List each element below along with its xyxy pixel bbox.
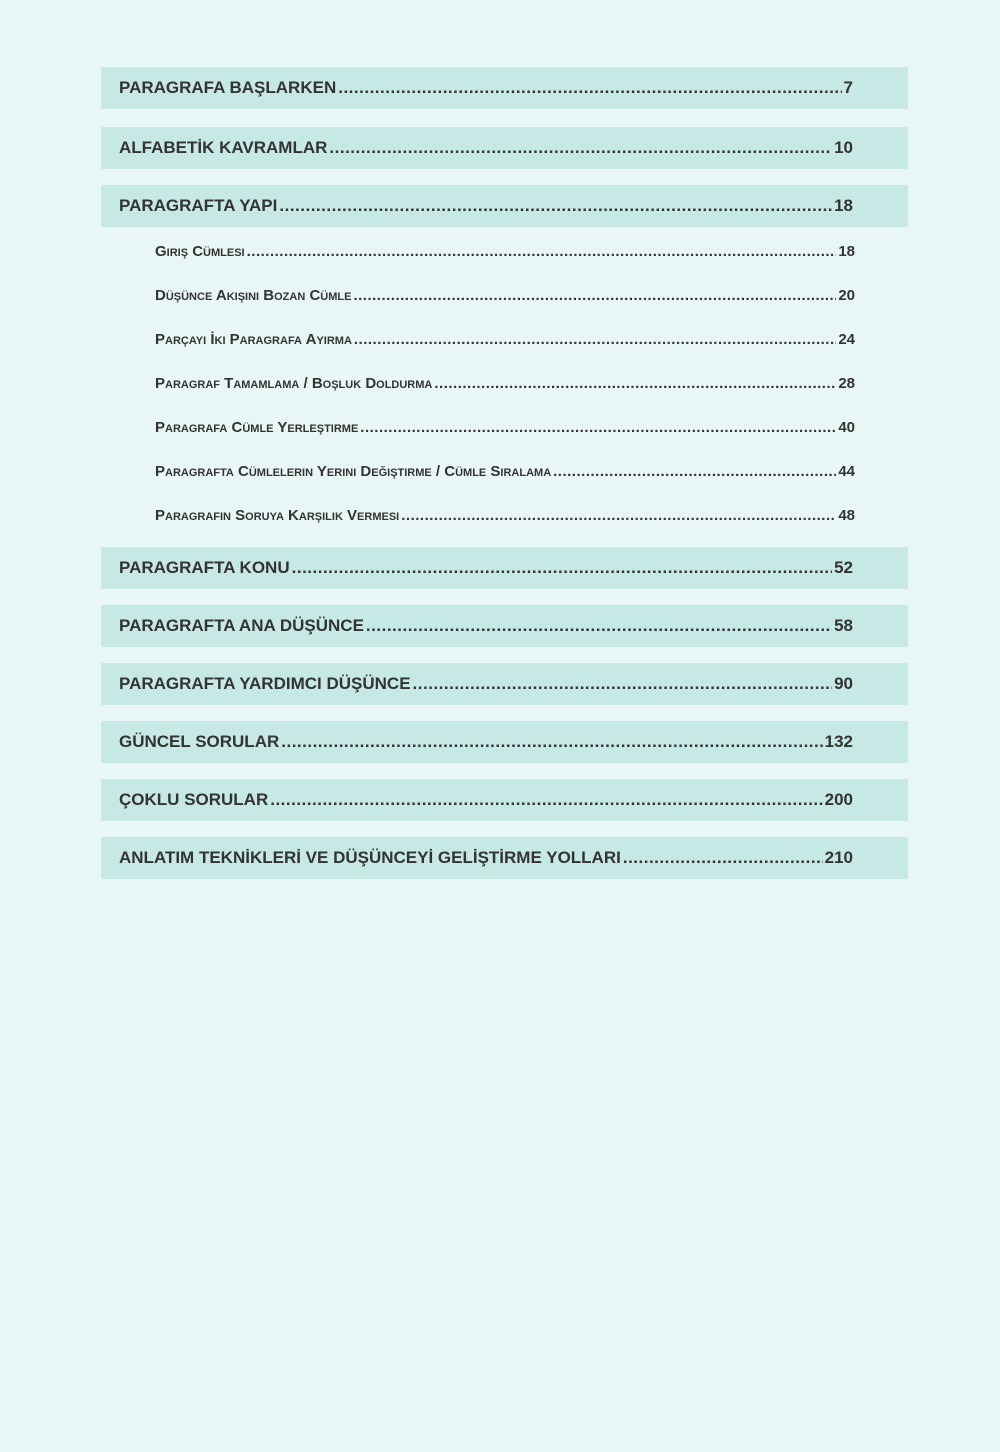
toc-page-number: 7 (843, 78, 853, 97)
toc-entry-title: PARAGRAFTA YAPI (119, 196, 278, 215)
toc-entry-title: Giriş Cümlesi (155, 242, 245, 260)
toc-dot-leader (401, 507, 836, 524)
toc-entry-paragrafta-yapi[interactable] (101, 185, 908, 227)
toc-entry-title: Paragrafta Cümlelerin Yerini Değiştirme / Cümle Sıralama (155, 462, 552, 480)
toc-entry-paragrafta-ana-dusunce[interactable] (101, 605, 908, 647)
toc-page-number: 90 (834, 674, 853, 693)
toc-entry-title: ANLATIM TEKNİKLERİ VE DÜŞÜNCEYİ GELİŞTİRME YOLLARI (119, 848, 621, 867)
toc-entry-title: PARAGRAFA BAŞLARKEN (119, 78, 337, 97)
toc-dot-leader (623, 848, 823, 868)
toc-subentry-paragrafin-soruya-karsilik-vermesi[interactable] (155, 503, 855, 527)
toc-subentry-dusunce-akisini-bozan-cumle[interactable] (155, 283, 855, 307)
toc-subentry-parcayi-iki-paragrafa-ayirma[interactable] (155, 327, 855, 351)
toc-page-number: 20 (838, 286, 855, 304)
toc-entry-alfabetik-kavramlar[interactable] (101, 127, 908, 169)
toc-page-number: 40 (838, 418, 855, 436)
toc-dot-leader (329, 138, 832, 158)
toc-entry-title: Parçayı İki Paragrafa Ayırma (155, 330, 352, 348)
toc-entry-title: PARAGRAFTA KONU (119, 558, 290, 577)
toc-entry-title: ALFABETİK KAVRAMLAR (119, 138, 328, 157)
toc-dot-leader (281, 732, 822, 752)
toc-entry-paragrafta-yardimci-dusunce[interactable] (101, 663, 908, 705)
toc-entry-title: ÇOKLU SORULAR (119, 790, 269, 809)
toc-entry-title: Paragraf Tamamlama / Boşluk Doldurma (155, 374, 433, 392)
toc-entry-title: Düşünce Akışını Bozan Cümle (155, 286, 352, 304)
toc-page-number: 58 (834, 616, 853, 635)
toc-page-number: 200 (824, 790, 853, 809)
toc-page-number: 24 (838, 330, 855, 348)
toc-entry-title: PARAGRAFTA YARDIMCI DÜŞÜNCE (119, 674, 411, 693)
toc-entry-title: PARAGRAFTA ANA DÜŞÜNCE (119, 616, 364, 635)
toc-dot-leader (247, 243, 837, 260)
toc-page-number: 18 (834, 196, 853, 215)
toc-dot-leader (338, 78, 841, 98)
toc-page-number: 44 (838, 462, 855, 480)
toc-dot-leader (354, 331, 836, 348)
toc-dot-leader (270, 790, 822, 810)
toc-page-number: 18 (838, 242, 855, 260)
toc-entry-guncel-sorular[interactable] (101, 721, 908, 763)
toc-page-number: 48 (838, 506, 855, 524)
toc-dot-leader (353, 287, 836, 304)
toc-page-number: 28 (838, 374, 855, 392)
toc-entry-coklu-sorular[interactable] (101, 779, 908, 821)
toc-entry-title: Paragrafın Soruya Karşılık Vermesi (155, 506, 400, 524)
toc-dot-leader (366, 616, 832, 636)
toc-dot-leader (434, 375, 836, 392)
toc-entry-anlatim-teknikleri[interactable] (101, 837, 908, 879)
toc-dot-leader (413, 674, 833, 694)
toc-subentry-paragrafa-cumle-yerlestirme[interactable] (155, 415, 855, 439)
toc-entry-title: GÜNCEL SORULAR (119, 732, 280, 751)
toc-dot-leader (553, 463, 836, 480)
toc-page-number: 210 (824, 848, 853, 867)
toc-page-number: 132 (824, 732, 853, 751)
toc-page-number: 10 (834, 138, 853, 157)
toc-entry-paragrafa-baslarken[interactable] (101, 67, 908, 109)
toc-dot-leader (360, 419, 836, 436)
toc-subentry-cumle-siralama[interactable] (155, 459, 855, 483)
toc-dot-leader (279, 196, 832, 216)
toc-page-number: 52 (834, 558, 853, 577)
toc-subentry-giris-cumlesi[interactable] (155, 239, 855, 263)
toc-subentry-paragraf-tamamlama[interactable] (155, 371, 855, 395)
toc-entry-title: Paragrafa Cümle Yerleştirme (155, 418, 359, 436)
toc-entry-paragrafta-konu[interactable] (101, 547, 908, 589)
toc-dot-leader (292, 558, 832, 578)
